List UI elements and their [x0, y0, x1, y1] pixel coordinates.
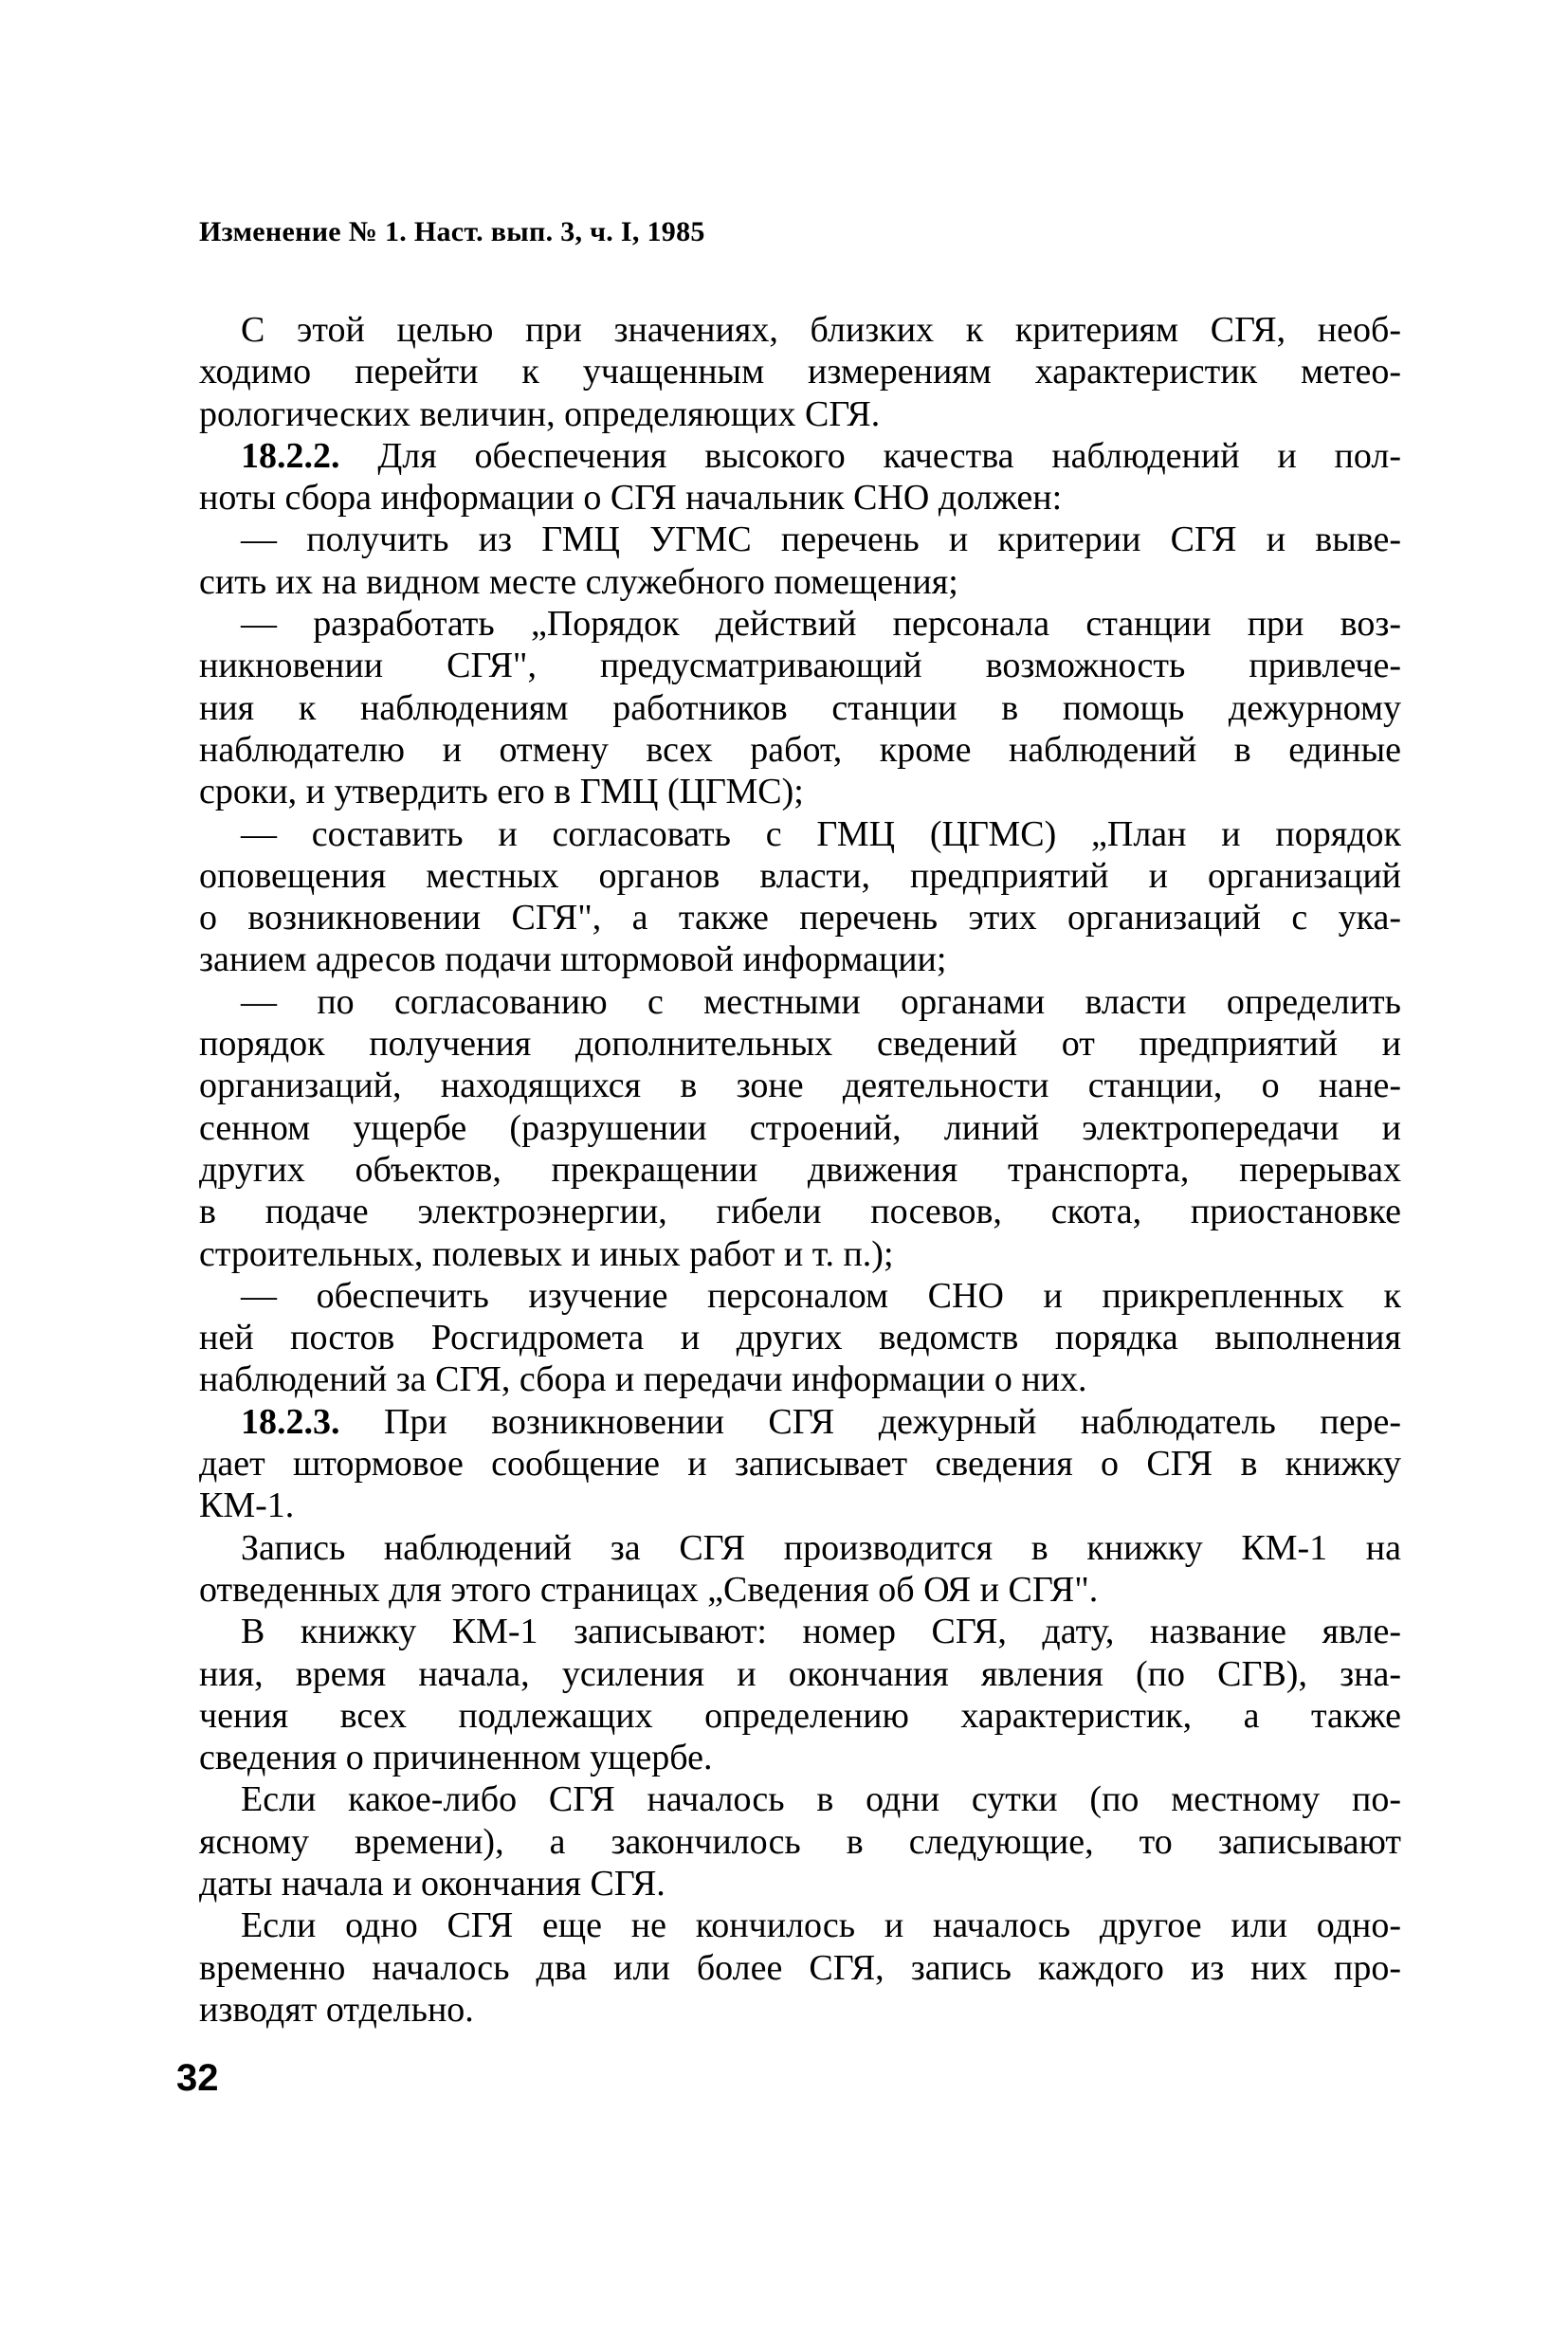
line-text: порядок получения дополнительных сведений от предприятий и: [199, 1024, 1401, 1065]
line-text: При возникновении СГЯ дежурный наблюдатель пере-: [339, 1401, 1401, 1442]
line-text: оповещения местных органов власти, предприятий и организаций: [199, 855, 1401, 896]
line-text: ней постов Росгидромета и других ведомств порядка выполнения: [199, 1318, 1401, 1358]
line-text: Если какое-либо СГЯ началось в одни сутки (по местному по-: [241, 1779, 1401, 1820]
text-line: [199, 1569, 1401, 1611]
text-line: [199, 1778, 1401, 1820]
paragraph: [199, 309, 1401, 435]
text-line: [199, 477, 1401, 519]
text-line: [199, 1863, 1401, 1904]
line-text: наблюдений за СГЯ, сбора и передачи информации о них.: [199, 1359, 1087, 1400]
line-text: даты начала и окончания СГЯ.: [199, 1863, 665, 1904]
text-line: [199, 1358, 1401, 1400]
text-line: [199, 1737, 1401, 1778]
text-line: [199, 897, 1401, 939]
text-line: [199, 1485, 1401, 1526]
line-text: дает штормовое сообщение и записывает сведения о СГЯ в книжку: [199, 1444, 1401, 1485]
line-text: временно началось два или более СГЯ, запись каждого из них про-: [199, 1947, 1401, 1988]
paragraph: [199, 435, 1401, 519]
paragraph: [199, 603, 1401, 812]
text-line: [199, 1695, 1401, 1737]
paragraph: [199, 1527, 1401, 1612]
text-line: [199, 1989, 1401, 2031]
line-text: ния к наблюдениям работников станции в помощь дежурному: [199, 687, 1401, 728]
line-text: сроки, и утвердить его в ГМЦ (ЦГМС);: [199, 772, 804, 812]
line-text: чения всех подлежащих определению характеристик, а также: [199, 1695, 1401, 1736]
paragraph: [199, 519, 1401, 603]
line-text: сведения о причиненном ущербе.: [199, 1738, 713, 1778]
paragraph: [199, 1904, 1401, 2031]
text-line: [199, 435, 1401, 477]
text-line: [199, 1401, 1401, 1443]
text-line: [199, 939, 1401, 980]
line-text: ходимо перейти к учащенным измерениям характеристик метео-: [199, 352, 1401, 392]
line-text: ния, время начала, усиления и окончания явления (по СГВ), зна-: [199, 1653, 1401, 1694]
text-line: [199, 351, 1401, 392]
line-text: Для обеспечения высокого качества наблюдений и пол-: [339, 435, 1401, 476]
paragraph: [199, 813, 1401, 981]
text-line: [199, 1233, 1401, 1275]
text-line: [199, 561, 1401, 603]
line-text: наблюдателю и отмену всех работ, кроме наблюдений в единые: [199, 729, 1401, 770]
line-text: КМ-1.: [199, 1485, 295, 1526]
text-line: [199, 1947, 1401, 1989]
page-number: 32: [176, 2057, 219, 2099]
text-line: [199, 1904, 1401, 1946]
text-line: [199, 771, 1401, 812]
line-text: занием адресов подачи штормовой информации;: [199, 939, 947, 980]
paragraph: [199, 1611, 1401, 1778]
line-text: о возникновении СГЯ", а также перечень этих организаций с ука-: [199, 898, 1401, 939]
text-line: [199, 1107, 1401, 1149]
section-number: 18.2.2.: [241, 435, 340, 476]
text-line: [199, 1191, 1401, 1232]
text-line: [199, 1065, 1401, 1106]
line-text: В книжку КМ-1 записывают: номер СГЯ, дату, название явле-: [241, 1612, 1401, 1652]
line-text: отведенных для этого страницах „Сведения об ОЯ и СГЯ".: [199, 1569, 1099, 1610]
text-line: [199, 1821, 1401, 1863]
line-text: в подаче электроэнергии, гибели посевов, скота, приостановке: [199, 1192, 1401, 1232]
line-text: С этой целью при значениях, близких к критериям СГЯ, необ-: [241, 310, 1401, 350]
document-body: [199, 309, 1401, 2031]
line-text: строительных, полевых и иных работ и т. п.);: [199, 1233, 894, 1274]
line-text: — разработать „Порядок действий персонала станции при воз-: [241, 604, 1401, 645]
running-header: Изменение № 1. Наст. вып. 3, ч. I, 1985: [199, 216, 705, 247]
line-text: рологических величин, определяющих СГЯ.: [199, 393, 881, 434]
line-text: изводят отдельно.: [199, 1989, 474, 2030]
text-line: [199, 687, 1401, 729]
text-line: [199, 1023, 1401, 1065]
text-line: [199, 1443, 1401, 1485]
text-line: [199, 603, 1401, 645]
text-line: [199, 981, 1401, 1023]
line-text: ноты сбора информации о СГЯ начальник СНО должен:: [199, 478, 1063, 519]
text-line: [199, 813, 1401, 855]
text-line: [199, 1527, 1401, 1569]
line-text: других объектов, прекращении движения транспорта, перерывах: [199, 1149, 1401, 1190]
text-line: [199, 519, 1401, 560]
line-text: организаций, находящихся в зоне деятельности станции, о нане-: [199, 1066, 1401, 1106]
line-text: ясному времени), а закончилось в следующие, то записывают: [199, 1821, 1401, 1862]
paragraph: [199, 1401, 1401, 1527]
text-line: [199, 855, 1401, 897]
text-line: [199, 1611, 1401, 1652]
text-line: [199, 1149, 1401, 1191]
line-text: сенном ущербе (разрушении строений, линий электропередачи и: [199, 1107, 1401, 1148]
line-text: — по согласованию с местными органами власти определить: [241, 981, 1401, 1022]
paragraph: [199, 1275, 1401, 1401]
text-line: [199, 1653, 1401, 1695]
line-text: сить их на видном месте служебного помещения;: [199, 561, 958, 602]
text-line: [199, 393, 1401, 435]
text-line: [199, 729, 1401, 771]
line-text: Запись наблюдений за СГЯ производится в книжку КМ-1 на: [241, 1527, 1401, 1568]
paragraph: [199, 1778, 1401, 1904]
line-text: — составить и согласовать с ГМЦ (ЦГМС) „План и порядок: [241, 813, 1401, 854]
text-line: [199, 645, 1401, 686]
section-number: 18.2.3.: [241, 1401, 340, 1442]
paragraph: [199, 981, 1401, 1275]
line-text: Если одно СГЯ еще не кончилось и началось другое или одно-: [241, 1905, 1401, 1946]
line-text: — обеспечить изучение персоналом СНО и прикрепленных к: [241, 1275, 1401, 1316]
line-text: — получить из ГМЦ УГМС перечень и критерии СГЯ и выве-: [241, 519, 1401, 560]
text-line: [199, 1317, 1401, 1358]
text-line: [199, 1275, 1401, 1317]
text-line: [199, 309, 1401, 351]
line-text: никновении СГЯ", предусматривающий возможность привлече-: [199, 646, 1401, 686]
